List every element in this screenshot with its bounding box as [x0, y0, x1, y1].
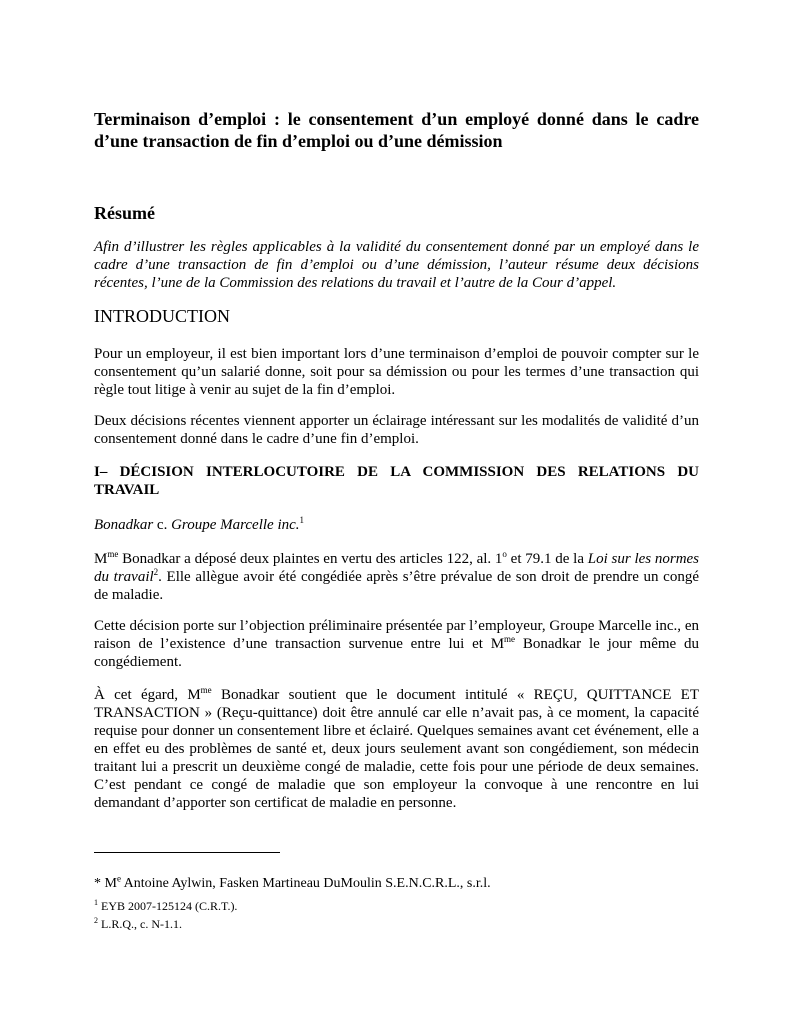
paragraph-plaintes	[94, 550, 699, 604]
footnote-1	[94, 899, 237, 913]
footnote-separator	[94, 852, 280, 853]
text-span: Bonadkar a déposé deux plaintes en vertu des articles 122, al. 1	[118, 551, 503, 567]
footnote-ref-2[interactable]: 2	[153, 567, 159, 577]
footnote-author	[94, 873, 491, 892]
paragraph-recu-quittance	[94, 686, 699, 812]
honorific-sup: me	[504, 634, 516, 644]
case-title	[94, 516, 699, 534]
intro-paragraph-2: Deux décisions récentes viennent apporter un éclairage intéressant sur les modalités de validité d’un consentement donné dans le cadre d’une fin d’emploi.	[94, 413, 699, 447]
footnote-number: 2	[94, 916, 98, 925]
footnote-2	[94, 917, 182, 931]
text-span: Cette décision porte sur l’objection préliminaire présentée par l’employeur, Groupe Marcelle inc., en raison de l’existence d’une transaction survenue entre lui et M	[94, 618, 699, 652]
case-party-2: Groupe Marcelle inc.	[171, 517, 300, 533]
text-span: Bonadkar soutient que le document intitulé « REÇU, QUITTANCE ET TRANSACTION » (Reçu-quittance) doit être annulé car elle n’avait pas, à ce moment, la capacité requise pour donner un consentement libre et éclairé. Quelques semaines avant cet événement, elle a en effet eu des problèmes de santé et, deux jours seulement avant son congédiement, son médecin traitant lui a prescrit un deuxième congé de maladie, cette fois pour une période de deux semaines. C’est pendant ce congé de maladie que son employeur la convoque à une rencontre en lui demandant d’apporter son certificat de maladie en personne.	[94, 687, 699, 811]
honorific-sup: e	[116, 873, 121, 884]
text-span: Bonadkar le jour même du congédiement.	[94, 636, 699, 670]
text-span: L.R.Q., c. N-1.1.	[98, 917, 182, 931]
document-title: Terminaison d’emploi : le consentement d’un employé donné dans le cadre d’une transaction de fin d’emploi ou d’une démission	[94, 109, 699, 151]
text-span: EYB 2007-125124 (C.R.T.).	[98, 899, 238, 913]
honorific: M	[94, 551, 108, 567]
text-span: . Elle allègue avoir été congédiée après s’être prévalue de son droit de prendre un congé de maladie.	[94, 569, 699, 603]
law-title: Loi sur les normes du travail	[94, 551, 700, 585]
footnote-ref-1[interactable]: 1	[299, 515, 305, 525]
honorific-sup: me	[107, 549, 119, 559]
ordinal-sup: o	[502, 549, 507, 559]
text-span: * M	[94, 876, 117, 891]
introduction-heading: INTRODUCTION	[94, 306, 230, 326]
resume-text: Afin d’illustrer les règles applicables à la validité du consentement donné par un employé dans le cadre d’une transaction de fin d’emploi ou d’une démission, l’auteur résume deux décisions récentes, l’une de la Commission des relations du travail et l’autre de la Cour d’appel.	[94, 239, 699, 291]
text-span: À cet égard, M	[94, 687, 201, 703]
section-1-heading: I– DÉCISION INTERLOCUTOIRE DE LA COMMISSION DES RELATIONS DU TRAVAIL	[94, 464, 699, 498]
honorific-sup: me	[200, 685, 212, 695]
intro-paragraph-1: Pour un employeur, il est bien important lors d’une terminaison d’emploi de pouvoir compter sur le consentement qu’un salarié donne, soit pour sa démission ou pour les termes d’une transaction qui règle tout litige à venir au sujet de la fin d’emploi.	[94, 346, 699, 398]
text-span: et 79.1 de la	[506, 551, 588, 567]
case-connector: c.	[153, 517, 172, 533]
footnote-number: 1	[94, 898, 98, 907]
case-party-1: Bonadkar	[94, 517, 154, 533]
text-span: Antoine Aylwin, Fasken Martineau DuMoulin S.E.N.C.R.L., s.r.l.	[120, 876, 491, 891]
paragraph-objection	[94, 617, 699, 671]
resume-heading: Résumé	[94, 203, 155, 223]
